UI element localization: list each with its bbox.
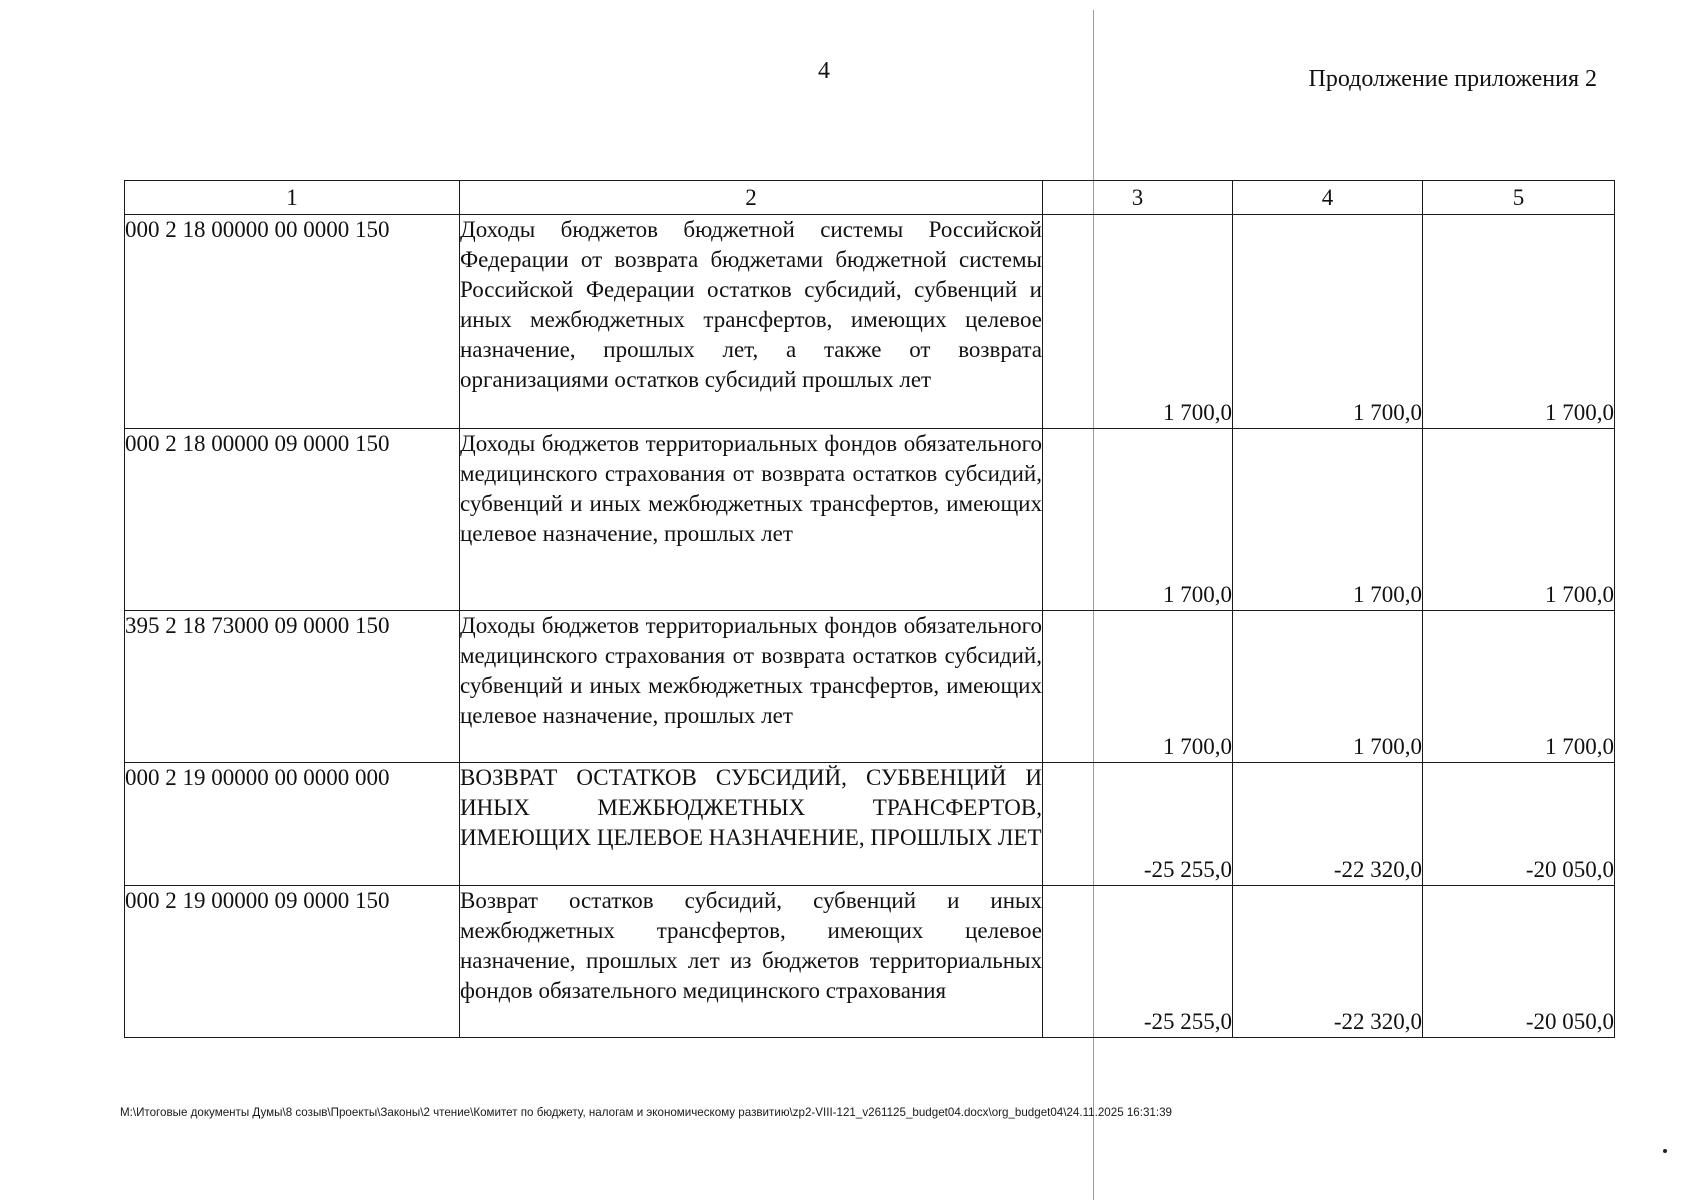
row-description: Доходы бюджетов территориальных фондов обязательного медицинского страхования от возврата остатков субсидий, субвенций и иных межбюджетных трансфертов, имеющих целевое назначение, прошлых лет — [460, 429, 1043, 611]
row-description: Возврат остатков субсидий, субвенций и иных межбюджетных трансфертов, имеющих целевое назначение, прошлых лет из бюджетов территориальных фондов обязательного медицинского страхования — [460, 886, 1043, 1038]
amount-col3: 1 700,0 — [1043, 429, 1233, 611]
amount-col5: 1 700,0 — [1423, 429, 1615, 611]
column-header-5: 5 — [1423, 181, 1615, 215]
table-row — [125, 215, 1615, 429]
row-description: Доходы бюджетов бюджетной системы Российской Федерации от возврата бюджетами бюджетной системы Российской Федерации остатков субсидий, субвенций и иных межбюджетных трансфертов, имеющих целевое назначение, прошлых лет, а также от возврата организациями остатков субсидий прошлых лет — [460, 215, 1043, 429]
column-header-1: 1 — [125, 181, 460, 215]
amount-col5: -20 050,0 — [1423, 886, 1615, 1038]
amount-col5: 1 700,0 — [1423, 611, 1615, 763]
amount-col4: -22 320,0 — [1233, 763, 1423, 886]
amount-col4: -22 320,0 — [1233, 886, 1423, 1038]
budget-code: 000 2 18 00000 09 0000 150 — [125, 429, 460, 611]
row-description: ВОЗВРАТ ОСТАТКОВ СУБСИДИЙ, СУБВЕНЦИЙ И ИНЫХ МЕЖБЮДЖЕТНЫХ ТРАНСФЕРТОВ, ИМЕЮЩИХ ЦЕЛЕВОЕ НАЗНАЧЕНИЕ, ПРОШЛЫХ ЛЕТ — [460, 763, 1043, 886]
scan-speck — [1663, 1149, 1667, 1153]
budget-code: 000 2 19 00000 00 0000 000 — [125, 763, 460, 886]
column-header-2: 2 — [460, 181, 1043, 215]
budget-code: 000 2 19 00000 09 0000 150 — [125, 886, 460, 1038]
row-description: Доходы бюджетов территориальных фондов обязательного медицинского страхования от возврата остатков субсидий, субвенций и иных межбюджетных трансфертов, имеющих целевое назначение, прошлых лет — [460, 611, 1043, 763]
budget-code: 000 2 18 00000 00 0000 150 — [125, 215, 460, 429]
budget-code: 395 2 18 73000 09 0000 150 — [125, 611, 460, 763]
amount-col3: 1 700,0 — [1043, 215, 1233, 429]
amount-col4: 1 700,0 — [1233, 215, 1423, 429]
amount-col3: -25 255,0 — [1043, 763, 1233, 886]
table-row — [125, 429, 1615, 611]
column-header-3: 3 — [1043, 181, 1233, 215]
amount-col5: -20 050,0 — [1423, 763, 1615, 886]
table-header-row — [125, 181, 1615, 215]
table-row — [125, 611, 1615, 763]
amount-col5: 1 700,0 — [1423, 215, 1615, 429]
amount-col4: 1 700,0 — [1233, 429, 1423, 611]
document-file-path: M:\Итоговые документы Думы\8 созыв\Проекты\Законы\2 чтение\Комитет по бюджету, налогам и экономическому развитию\zp2-VIII-121_v261125_budget04.docx\org_budget04\24.11.2025 16:31:39 — [120, 1106, 1172, 1119]
table-row — [125, 886, 1615, 1038]
budget-table — [124, 180, 1615, 1038]
table-row — [125, 763, 1615, 886]
amount-col4: 1 700,0 — [1233, 611, 1423, 763]
appendix-continuation-note: Продолжение приложения 2 — [1308, 66, 1597, 92]
page-number: 4 — [818, 58, 830, 84]
amount-col3: 1 700,0 — [1043, 611, 1233, 763]
column-header-4: 4 — [1233, 181, 1423, 215]
amount-col3: -25 255,0 — [1043, 886, 1233, 1038]
